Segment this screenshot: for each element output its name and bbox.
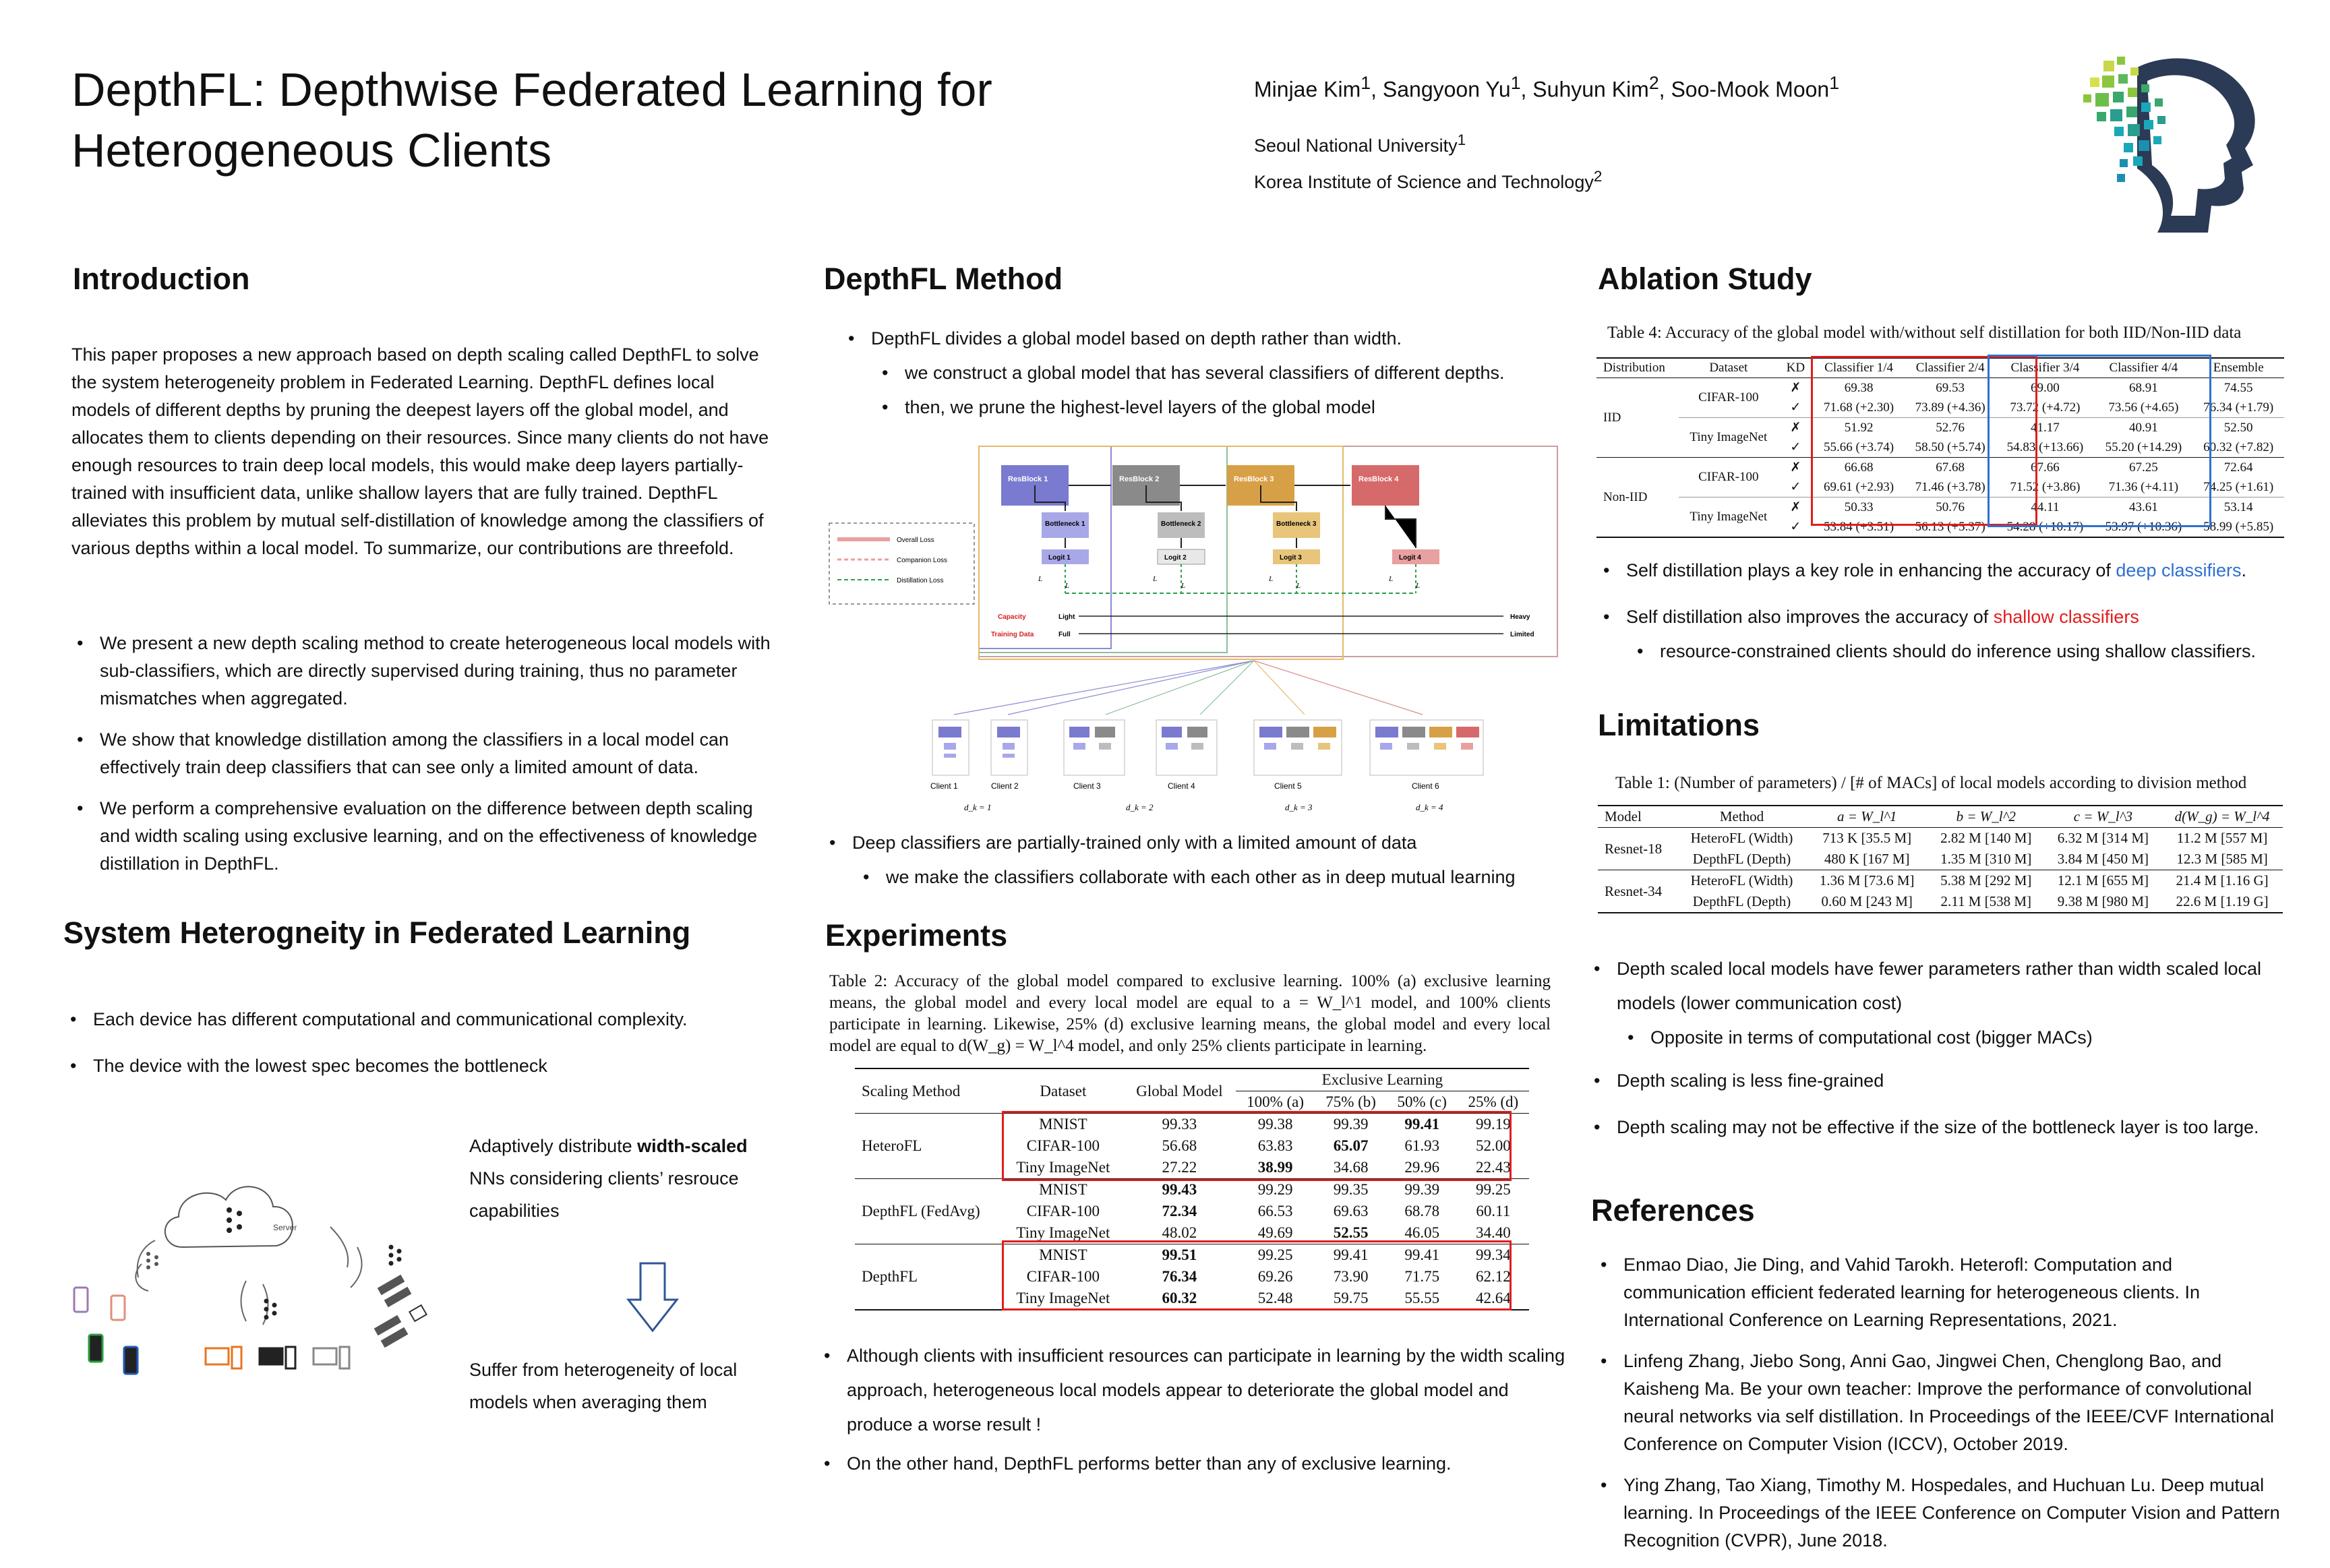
svg-text:ResBlock 4: ResBlock 4 — [1358, 475, 1399, 483]
list-item: • Opposite in terms of computational cost (bigger MACs) — [1622, 1021, 2296, 1055]
server-label: Server — [273, 1223, 297, 1232]
affiliations: Seoul National University$^1$ Korea Institute of Science and Technology$^2$ — [1254, 131, 1603, 192]
client-block — [1156, 720, 1217, 791]
list-item: • we construct a global model that has several classifiers of different depths. — [876, 359, 1584, 387]
diagram-legend — [829, 523, 974, 604]
list-item: • Ying Zhang, Tao Xiang, Timothy M. Hospedales, and Huchuan Lu. Deep mutual learning. In Proceedings of the IEEE Conference on Computer Vision and Pattern Recognition (CVPR), June 2018. — [1595, 1472, 2296, 1555]
svg-text:Logit 3: Logit 3 — [1280, 554, 1302, 562]
desktop-icon — [260, 1347, 295, 1368]
svg-text:L: L — [1269, 575, 1274, 583]
svg-text:Client 6: Client 6 — [1412, 781, 1439, 791]
author: Suhyun Kim — [1532, 77, 1649, 102]
svg-text:Capacity: Capacity — [998, 613, 1026, 621]
svg-text:Logit 2: Logit 2 — [1164, 554, 1187, 562]
svg-text:Distillation Loss: Distillation Loss — [897, 577, 944, 584]
list-item: • We present a new depth scaling method to create heterogeneous local models with sub-classifiers, which are directly supervised during training, thus no parameter mismatches when aggregated. — [71, 630, 773, 713]
author-list: Minjae Kim$^1$, Sangyoon Yu$^1$, Suhyun Kim$^2$, Soo-Mook Moon$^1$ — [1254, 73, 1840, 102]
limitations-bullets — [1588, 952, 2296, 1155]
table4: Distribution Dataset KD Classifier 1/4 Classifier 2/4 Classifier 3/4 Classifier 4/4 Ensemble IID CIFAR-100 ✗ 69.38 69.53 69.00 68.91 74.55 ✓ 71.68 (+2.30) 73.89 (+4.36) 73.72 (+4.72) 73.56 (+4.65) 76.34 (+1.79) Tiny ImageNet ✗ 51.92 52.76 41.17 40.91 52.50 ✓ 55.66 (+3.74) 58.50 (+5.74) 54.83 (+13.66) 55.20 (+14.29) 60.32 (+7.82) Non-IID CIFAR-100 ✗ 66.68 67.68 67.66 67.25 72.64 ✓ 69.61 (+2.93) 71.46 (+3.78) 71.52 (+3.86) 71.36 (+4.11) 74.25 (+1.61) Tiny ImageNet ✗ 50.33 50.76 44.11 43.61 53.14 ✓ 53.84 (+3.51) 56.13 (+5.37) 54.28 (+10.17) 53.97 (+10.36) 58.99 (+5.85) — [1596, 357, 2284, 538]
client-block — [1254, 720, 1342, 791]
svg-text:Heavy: Heavy — [1510, 613, 1530, 621]
table-row: ✓ 71.68 (+2.30) 73.89 (+4.36) 73.72 (+4.72) 73.56 (+4.65) 76.34 (+1.79) — [1596, 398, 2284, 418]
list-item: • then, we prune the highest-level layers of the global model — [876, 394, 1584, 421]
ablation-heading: Ablation Study — [1598, 262, 1812, 296]
client-block — [930, 720, 969, 791]
svg-text:Training Data: Training Data — [991, 631, 1034, 638]
svg-text:Full: Full — [1058, 631, 1071, 638]
intro-heading: Introduction — [73, 262, 250, 296]
intro-paragraph: This paper proposes a new approach based on depth scaling called DepthFL to solve the system heterogeneity problem in Federated Learning. DepthFL defines local models of different depths by pruning the deepest layers off the global model, and allocates them to clients depending on their resources. Since many clients do not have enough resources to train deep local models, this would make deep layers partially-trained with insufficient data, unlike shallow layers that are fully trained. DepthFL alleviates this problem by mutual self-distillation of knowledge among the classifiers of various depths within a local model. To summarize, our contributions are threefold. — [71, 344, 769, 558]
svg-text:ResBlock 3: ResBlock 3 — [1234, 475, 1274, 483]
phone-icon — [74, 1288, 88, 1312]
svg-text:Light: Light — [1058, 613, 1075, 621]
experiments-bullets — [818, 1339, 1567, 1491]
table-row: Tiny ImageNet ✗ 51.92 52.76 41.17 40.91 52.50 — [1690, 420, 2253, 444]
svg-text:d_k = 2: d_k = 2 — [1126, 802, 1154, 812]
poster-title: DepthFL: Depthwise Federated Learning for Heterogeneous Clients — [71, 63, 992, 177]
table-row: IID CIFAR-100 ✗ 69.38 69.53 69.00 68.91 74.55 — [1603, 380, 2253, 425]
svg-text:d_k = 3: d_k = 3 — [1285, 802, 1313, 812]
table2-wrapper — [855, 1068, 1529, 1310]
resblock — [1352, 465, 1419, 506]
desktop-icon — [206, 1347, 241, 1368]
svg-text:ResBlock 1: ResBlock 1 — [1008, 475, 1048, 483]
desktop-icon — [313, 1347, 349, 1368]
experiments-heading: Experiments — [825, 918, 1008, 953]
system-note-bottom: Suffer from heterogeneity of local models when averaging them — [469, 1360, 738, 1412]
table-row: DepthFL (Depth) 480 K [167 M] 1.35 M [310 M] 3.84 M [450 M] 12.3 M [585 M] — [1598, 849, 2283, 870]
server-rack-icon — [374, 1275, 412, 1348]
table4-wrapper — [1596, 357, 2284, 538]
svg-text:ResBlock 2: ResBlock 2 — [1119, 475, 1160, 483]
list-item: • resource-constrained clients should do inference using shallow classifiers. — [1632, 638, 2292, 665]
table-row: Non-IID CIFAR-100 ✗ 66.68 67.68 67.66 67.25 72.64 — [1603, 460, 2253, 504]
svg-text:Client 3: Client 3 — [1073, 781, 1101, 791]
svg-text:L: L — [1065, 582, 1070, 590]
affiliation: Korea Institute of Science and Technology — [1254, 172, 1594, 192]
list-item: • We show that knowledge distillation among the classifiers in a local model can effectively train deep classifiers that can see only a limited amount of data. — [71, 726, 773, 781]
list-item: • we make the classifiers collaborate with each other as in deep mutual learning — [858, 864, 1586, 891]
list-item: • Depth scaling is less fine-grained — [1588, 1067, 2296, 1095]
table1: Model Method a = W_l^1 b = W_l^2 c = W_l^3 d(W_g) = W_l^4 Resnet-18 HeteroFL (Width) 713 K [35.5 M] 2.82 M [140 M] 6.32 M [314 M] 11.2 M [557 M] DepthFL (Depth) 480 K [167 M] 1.35 M [310 M] 3.84 M [450 M] 12.3 M [585 M] Resnet-34 HeteroFL (Width) 1.36 M [73.6 M] 5.38 M [292 M] 12.1 M [655 M] 21.4 M [1.16 G] DepthFL (Depth) 0.60 M [243 M] 2.11 M [538 M] 9.38 M [980 M] 22.6 M [1.19 G] — [1598, 805, 2283, 913]
table-row: Resnet-34 HeteroFL (Width) 1.36 M [73.6 M] 5.38 M [292 M] 12.1 M [655 M] 21.4 M [1.16 G] — [1605, 872, 2269, 899]
svg-text:Client 4: Client 4 — [1168, 781, 1195, 791]
list-item: • Depth scaling may not be effective if the size of the bottleneck layer is too large. — [1588, 1114, 2296, 1141]
svg-text:L: L — [1038, 575, 1043, 583]
phone-icon — [124, 1347, 138, 1374]
svg-text:Companion Loss: Companion Loss — [897, 557, 948, 564]
table-row: ✓ 69.61 (+2.93) 71.46 (+3.78) 71.52 (+3.86) 71.36 (+4.11) 74.25 (+1.61) — [1596, 477, 2284, 497]
svg-text:Client 2: Client 2 — [991, 781, 1019, 791]
references-list — [1595, 1251, 2296, 1568]
svg-text:Client 1: Client 1 — [930, 781, 958, 791]
depthfl-diagram — [823, 438, 1564, 829]
highlight-box — [1002, 1240, 1512, 1310]
list-item: • Deep classifiers are partially-trained only with a limited amount of data — [824, 829, 1586, 857]
method-bullets-2 — [824, 829, 1586, 905]
table-row: Tiny ImageNet 60.32 52.48 59.75 55.55 42.64 — [1016, 1290, 1511, 1306]
limitations-heading: Limitations — [1598, 708, 1760, 742]
method-bullets — [843, 325, 1584, 435]
table-row: DepthFL (FedAvg) MNIST 99.43 99.29 99.35 99.39 99.25 — [862, 1181, 1511, 1219]
svg-text:L: L — [1416, 582, 1421, 590]
intro-bullets — [71, 630, 773, 891]
table-row: Resnet-18 HeteroFL (Width) 713 K [35.5 M] 2.82 M [140 M] 6.32 M [314 M] 11.2 M [557 M] — [1605, 830, 2268, 857]
table-row: CIFAR-100 72.34 66.53 69.63 68.78 60.11 — [1026, 1203, 1511, 1219]
table-row: HeteroFL MNIST 99.33 99.38 99.39 99.41 99.19 — [862, 1116, 1511, 1154]
list-item: • Depth scaled local models have fewer parameters rather than width scaled local models (lower communication cost) — [1588, 952, 2296, 1021]
author: Sangyoon Yu — [1382, 77, 1511, 102]
references-heading: References — [1591, 1193, 1755, 1228]
system-note-top: Adaptively distribute width-scaled NNs considering clients’ resrouce capabilities — [469, 1136, 748, 1221]
svg-text:Logit 4: Logit 4 — [1399, 554, 1421, 562]
deep-highlight-box — [1988, 355, 2211, 527]
client-block — [1064, 720, 1125, 791]
table2: Scaling Method Dataset Global Model Exclusive Learning 100% (a) 75% (b) 50% (c) 25% (d) HeteroFL MNIST 99.33 99.38 99.39 99.41 99.19 CIFAR-100 56.68 63.83 65.07 61.93 52.00 Tiny ImageNet 27.22 38.99 34.68 29.96 22.43 DepthFL (FedAvg) MNIST 99.43 99.29 99.35 99.39 99.25 CIFAR-100 72.34 66.53 69.63 68.78 60.11 Tiny ImageNet 48.02 49.69 52.55 46.05 34.40 DepthFL MNIST 99.51 99.25 99.41 99.41 99.34 CIFAR-100 76.34 69.26 73.90 71.75 62.12 Tiny ImageNet 60.32 52.48 59.75 55.55 42.64 — [855, 1068, 1529, 1310]
list-item: • Each device has different computational and communicational complexity. — [65, 1006, 779, 1033]
client-block — [1370, 720, 1483, 791]
client-block — [991, 720, 1027, 791]
system-figure — [67, 1146, 485, 1402]
table-row: ✓ 53.84 (+3.51) 56.13 (+5.37) 54.28 (+10.17) 53.97 (+10.36) 58.99 (+5.85) — [1790, 519, 2274, 534]
table4-caption: Table 4: Accuracy of the global model with/without self distillation for both IID/Non-IID data — [1607, 324, 2242, 342]
svg-text:Bottleneck 1: Bottleneck 1 — [1045, 520, 1085, 528]
table-row: DepthFL (Depth) 0.60 M [243 M] 2.11 M [538 M] 9.38 M [980 M] 22.6 M [1.19 G] — [1692, 893, 2269, 909]
svg-text:L: L — [1389, 575, 1394, 583]
list-item: • Although clients with insufficient resources can participate in learning by the width scaling approach, heterogeneous local models appear to deteriorate the global model and produce a worse result ! — [818, 1339, 1567, 1442]
affiliation: Seoul National University — [1254, 135, 1458, 156]
method-heading: DepthFL Method — [824, 262, 1063, 296]
table-row: Tiny ImageNet 27.22 38.99 34.68 29.96 22.43 — [855, 1157, 1529, 1179]
table-row: DepthFL MNIST 99.51 99.25 99.41 99.41 99.34 — [862, 1246, 1511, 1285]
list-item: • DepthFL divides a global model based on depth rather than width. — [843, 325, 1584, 353]
highlight-box — [1002, 1111, 1512, 1181]
list-item: • Self distillation plays a key role in enhancing the accuracy of deep classifiers. — [1598, 557, 2292, 584]
svg-text:L: L — [1153, 575, 1158, 583]
ablation-bullets — [1598, 557, 2292, 679]
svg-text:d_k = 4: d_k = 4 — [1416, 802, 1443, 812]
svg-text:Bottleneck 2: Bottleneck 2 — [1161, 520, 1201, 528]
list-item: • Enmao Diao, Jie Ding, and Vahid Tarokh. Heterofl: Computation and communication efficient federated learning for heterogeneous clients. In International Conference on Learning Representations, 2021. — [1595, 1251, 2296, 1334]
system-bullets — [65, 1006, 779, 1093]
list-item: • Self distillation also improves the accuracy of shallow classifiers — [1598, 603, 2292, 631]
svg-text:d_k = 1: d_k = 1 — [964, 802, 992, 812]
list-item: • The device with the lowest spec becomes the bottleneck — [65, 1052, 779, 1080]
table-row: CIFAR-100 56.68 63.83 65.07 61.93 52.00 — [1026, 1137, 1511, 1154]
ai-head-logo — [2077, 47, 2265, 236]
list-item: • We perform a comprehensive evaluation on the difference between depth scaling and width scaling using exclusive learning, and on the effectiveness of knowledge distillation in DepthFL. — [71, 795, 773, 878]
svg-text:Bottleneck 3: Bottleneck 3 — [1276, 520, 1317, 528]
svg-text:Client 5: Client 5 — [1274, 781, 1302, 791]
table-row: Tiny ImageNet 48.02 49.69 52.55 46.05 34.40 — [855, 1222, 1529, 1244]
author: Soo-Mook Moon — [1671, 77, 1830, 102]
list-item: • On the other hand, DepthFL performs better than any of exclusive learning. — [818, 1450, 1567, 1478]
cloud-server-icon — [165, 1186, 297, 1247]
svg-text:L: L — [1296, 582, 1301, 590]
svg-text:Limited: Limited — [1510, 631, 1534, 638]
phone-icon — [89, 1335, 102, 1362]
list-item: • Linfeng Zhang, Jiebo Song, Anni Gao, Jingwei Chen, Chenglong Bao, and Kaisheng Ma. Be your own teacher: Improve the performance of convolutional neural networks via self distillation. In Proceedings of the IEEE/CVF International Conference on Computer Vision (ICCV), October 2019. — [1595, 1348, 2296, 1458]
table1-caption: Table 1: (Number of parameters) / [# of MACs] of local models according to division method — [1615, 774, 2247, 792]
svg-text:L: L — [1181, 582, 1186, 590]
down-arrow-icon — [626, 1261, 680, 1335]
table-row: ✓ 55.66 (+3.74) 58.50 (+5.74) 54.83 (+13.66) 55.20 (+14.29) 60.32 (+7.82) — [1596, 438, 2284, 458]
table2-caption: Table 2: Accuracy of the global model compared to exclusive learning. 100% (a) exclusive learning means, the global model and every local model are equal to a = W_l^1 model, and 100% clients participate in learning. Likewise, 25% (d) exclusive learning means, the global model and every local model are equal to d(W_g) = W_l^4 model, and only 25% clients participate in learning. — [829, 972, 1551, 1055]
svg-text:Logit 1: Logit 1 — [1048, 554, 1071, 562]
author: Minjae Kim — [1254, 77, 1361, 102]
table-row: CIFAR-100 76.34 69.26 73.90 71.75 62.12 — [1026, 1268, 1511, 1285]
table-row: Tiny ImageNet ✗ 50.33 50.76 44.11 43.61 53.14 — [1690, 500, 2253, 524]
svg-text:Overall Loss: Overall Loss — [897, 537, 934, 544]
phone-icon — [111, 1296, 125, 1320]
system-heading: System Heterogneity in Federated Learning — [63, 915, 691, 950]
